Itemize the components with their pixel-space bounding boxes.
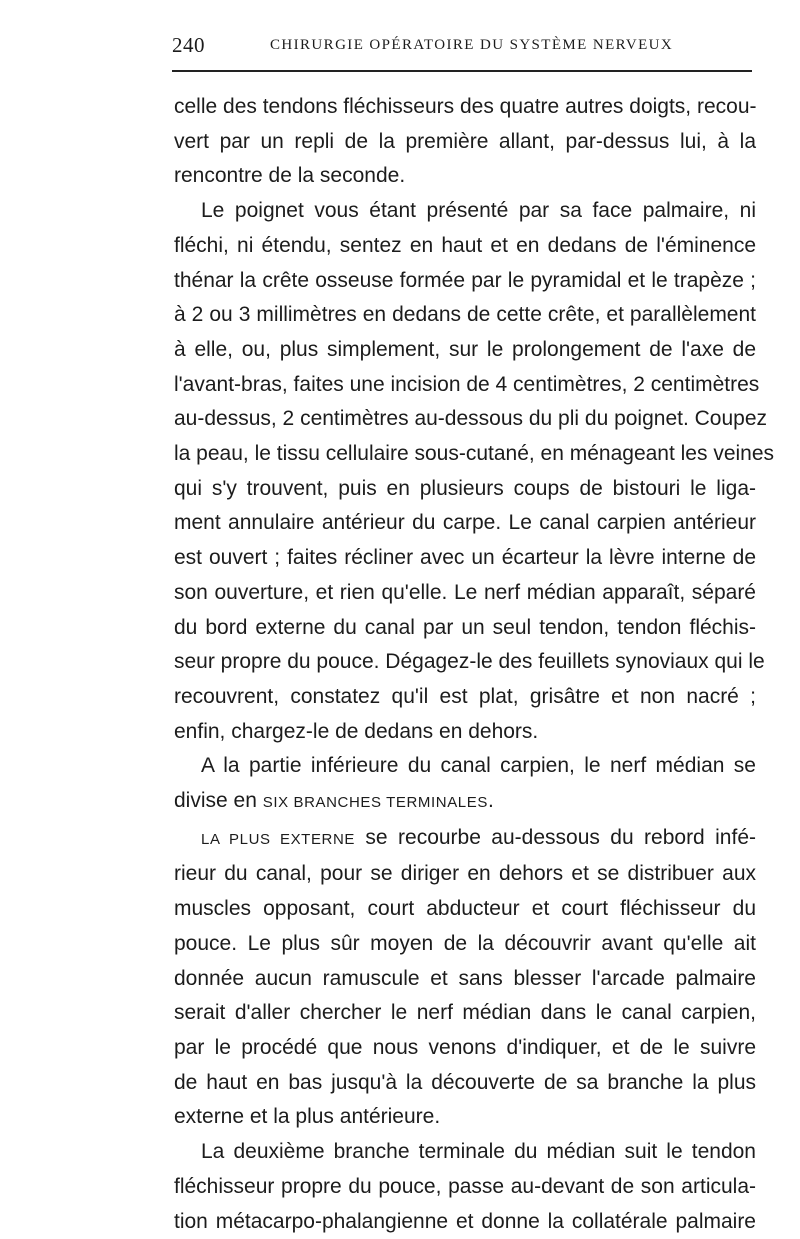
header-rule: [172, 70, 752, 72]
text-line: ment annulaire antérieur du carpe. Le canal carpien antérieur: [174, 506, 756, 541]
text-line: seur propre du pouce. Dégagez-le des feuillets synoviaux qui le: [174, 645, 756, 680]
text-line: de haut en bas jusqu'à la découverte de sa branche la plus: [174, 1066, 756, 1101]
text-line: Le poignet vous étant présenté par sa face palmaire, ni: [174, 194, 756, 229]
text-line: à elle, ou, plus simplement, sur le prolongement de l'axe de: [174, 333, 756, 368]
text-line: tion métacarpo-phalangienne et donne la collatérale palmaire: [174, 1205, 756, 1239]
body-text: [174, 90, 756, 1239]
text-line: du bord externe du canal par un seul tendon, tendon fléchis-: [174, 611, 756, 646]
text-line: fléchisseur propre du pouce, passe au-devant de son articula-: [174, 1170, 756, 1205]
text-line: [174, 784, 756, 821]
text-line: La deuxième branche terminale du médian suit le tendon: [174, 1135, 756, 1170]
text-line: rencontre de la seconde.: [174, 159, 756, 194]
text-line: fléchi, ni étendu, sentez en haut et en dedans de l'éminence: [174, 229, 756, 264]
text-fragment: divise en: [174, 789, 263, 812]
text-line: vert par un repli de la première allant, par-dessus lui, à la: [174, 125, 756, 160]
text-line: recouvrent, constatez qu'il est plat, grisâtre et non nacré ;: [174, 680, 756, 715]
text-line: qui s'y trouvent, puis en plusieurs coups de bistouri le liga-: [174, 472, 756, 507]
text-line: au-dessus, 2 centimètres au-dessous du pli du poignet. Coupez: [174, 402, 756, 437]
smallcaps-term: LA PLUS EXTERNE: [201, 831, 355, 848]
smallcaps-term: SIX BRANCHES TERMINALES: [263, 794, 488, 811]
text-line: à 2 ou 3 millimètres en dedans de cette crête, et parallèlement: [174, 298, 756, 333]
text-line: son ouverture, et rien qu'elle. Le nerf médian apparaît, séparé: [174, 576, 756, 611]
page-number: 240: [172, 33, 205, 58]
paragraph-3: [174, 749, 756, 820]
text-line: donnée aucun ramuscule et sans blesser l'arcade palmaire: [174, 962, 756, 997]
text-line: est ouvert ; faites récliner avec un écarteur la lèvre interne de: [174, 541, 756, 576]
paragraph-4: [174, 821, 756, 1135]
running-title: CHIRURGIE OPÉRATOIRE DU SYSTÈME NERVEUX: [270, 37, 673, 54]
text-fragment: .: [488, 789, 494, 812]
paragraph-1: [174, 90, 756, 194]
paragraph-2: [174, 194, 756, 749]
text-line: thénar la crête osseuse formée par le pyramidal et le trapèze ;: [174, 264, 756, 299]
text-line: A la partie inférieure du canal carpien, le nerf médian se: [174, 749, 756, 784]
text-line: pouce. Le plus sûr moyen de la découvrir avant qu'elle ait: [174, 927, 756, 962]
text-line: enfin, chargez-le de dedans en dehors.: [174, 715, 756, 750]
text-fragment: se recourbe au-dessous du rebord infé-: [355, 826, 756, 849]
paragraph-5: [174, 1135, 756, 1239]
text-line: muscles opposant, court abducteur et court fléchisseur du: [174, 892, 756, 927]
text-line: serait d'aller chercher le nerf médian dans le canal carpien,: [174, 996, 756, 1031]
text-line: celle des tendons fléchisseurs des quatre autres doigts, recou-: [174, 90, 756, 125]
text-line: externe et la plus antérieure.: [174, 1100, 756, 1135]
text-line: l'avant-bras, faites une incision de 4 centimètres, 2 centimètres: [174, 368, 756, 403]
text-line: [174, 821, 756, 858]
text-line: rieur du canal, pour se diriger en dehors et se distribuer aux: [174, 857, 756, 892]
text-line: par le procédé que nous venons d'indiquer, et de le suivre: [174, 1031, 756, 1066]
text-line: la peau, le tissu cellulaire sous-cutané, en ménageant les veines: [174, 437, 756, 472]
page-header: [172, 30, 752, 70]
